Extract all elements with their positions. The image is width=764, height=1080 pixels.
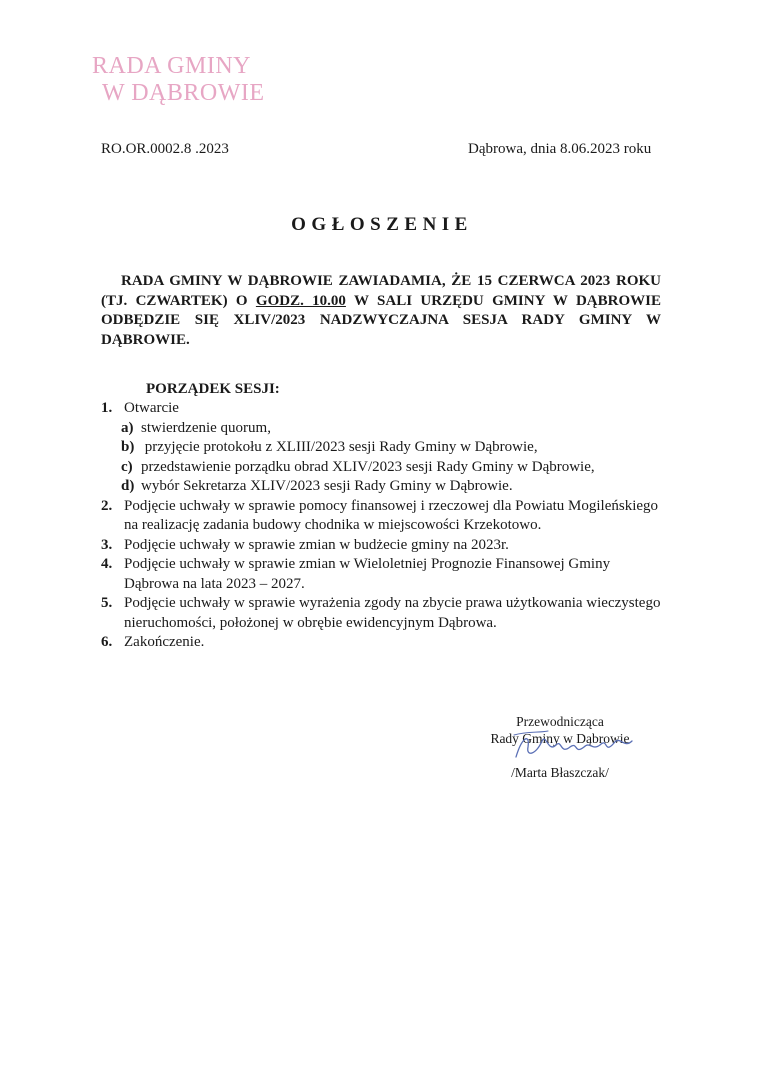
agenda-subitem-text: wybór Sekretarza XLIV/2023 sesji Rady Gminy w Dąbrowie. [141, 478, 513, 494]
agenda-item [101, 594, 667, 633]
letterhead-line-2: W DĄBROWIE [102, 80, 265, 106]
agenda-item [101, 555, 667, 594]
agenda-item-number: 6. [101, 634, 113, 650]
letterhead-stamp [92, 52, 265, 106]
agenda-item-number: 3. [101, 536, 113, 553]
agenda-subitem-text: przedstawienie porządku obrad XLIV/2023 sesji Rady Gminy w Dąbrowie, [141, 458, 595, 475]
agenda-item-text: Podjęcie uchwały w sprawie wyrażenia zgody na zbycie prawa użytkowania wieczystego nieruchomości, położonej w obrębie ewidencyjnym Dąbrowa. [124, 595, 661, 631]
signature-role: Przewodnicząca [516, 714, 604, 729]
agenda-subitem [121, 458, 667, 478]
agenda-item [101, 497, 667, 536]
announcement-text-1: RADA GMINY W DĄBROWIE ZAWIADAMIA, ŻE 15 CZERWCA 2023 ROKU (TJ. CZWARTEK) O [101, 273, 661, 309]
agenda-subitem [121, 438, 667, 458]
agenda-item-text: Otwarcie [124, 400, 179, 416]
handwritten-signature-icon [508, 727, 638, 763]
agenda-subitem-label: b) [121, 439, 135, 455]
agenda-item-text: Zakończenie. [124, 634, 205, 650]
agenda-item-number: 2. [101, 497, 113, 514]
letterhead-line-1: RADA GMINY [92, 53, 252, 79]
agenda-subitem [121, 419, 667, 439]
agenda-heading: PORZĄDEK SESJI: [146, 381, 280, 397]
agenda-subitem-text: przyjęcie protokołu z XLIII/2023 sesji Rady Gminy w Dąbrowie, [141, 439, 538, 455]
agenda-item [101, 633, 667, 653]
document-date: Dąbrowa, dnia 8.06.2023 roku [468, 141, 652, 157]
agenda-item-number: 1. [101, 400, 113, 416]
agenda-item-text: Podjęcie uchwały w sprawie pomocy finansowej i rzeczowej dla Powiatu Mogileńskiego na realizację zadania budowy chodnika w miejscowości Krzekotowo. [124, 497, 659, 533]
signature-name: /Marta Błaszczak/ [511, 765, 609, 780]
agenda-list [101, 399, 667, 653]
agenda-subitem-label: c) [121, 458, 133, 475]
reference-number: RO.OR.0002.8 .2023 [101, 141, 229, 157]
agenda-subitem-label: d) [121, 478, 135, 494]
announcement-text-2: W SALI URZĘDU GMINY W DĄBROWIE ODBĘDZIE SIĘ XLIV/2023 NADZWYCZAJNA SESJA RADY GMINY W DĄBROWIE. [101, 292, 661, 348]
agenda-item-text: Podjęcie uchwały w sprawie zmian w Wieloletniej Prognozie Finansowej Gminy Dąbrowa na lata 2023 – 2027. [124, 556, 611, 592]
agenda-item-text: Podjęcie uchwały w sprawie zmian w budżecie gminy na 2023r. [124, 536, 509, 553]
announcement-paragraph [101, 272, 661, 350]
agenda-item [101, 536, 667, 556]
agenda-subitem [121, 477, 667, 497]
agenda-item-number: 5. [101, 595, 113, 611]
agenda-item-number: 4. [101, 556, 113, 572]
document-title: OGŁOSZENIE [291, 214, 473, 235]
agenda-item [101, 399, 667, 419]
agenda-subitem-text: stwierdzenie quorum, [141, 419, 271, 436]
agenda-subitem-label: a) [121, 419, 134, 436]
signature-body: Rady Gminy w Dąbrowie [490, 731, 630, 746]
announcement-time: GODZ. 10.00 [255, 292, 346, 309]
